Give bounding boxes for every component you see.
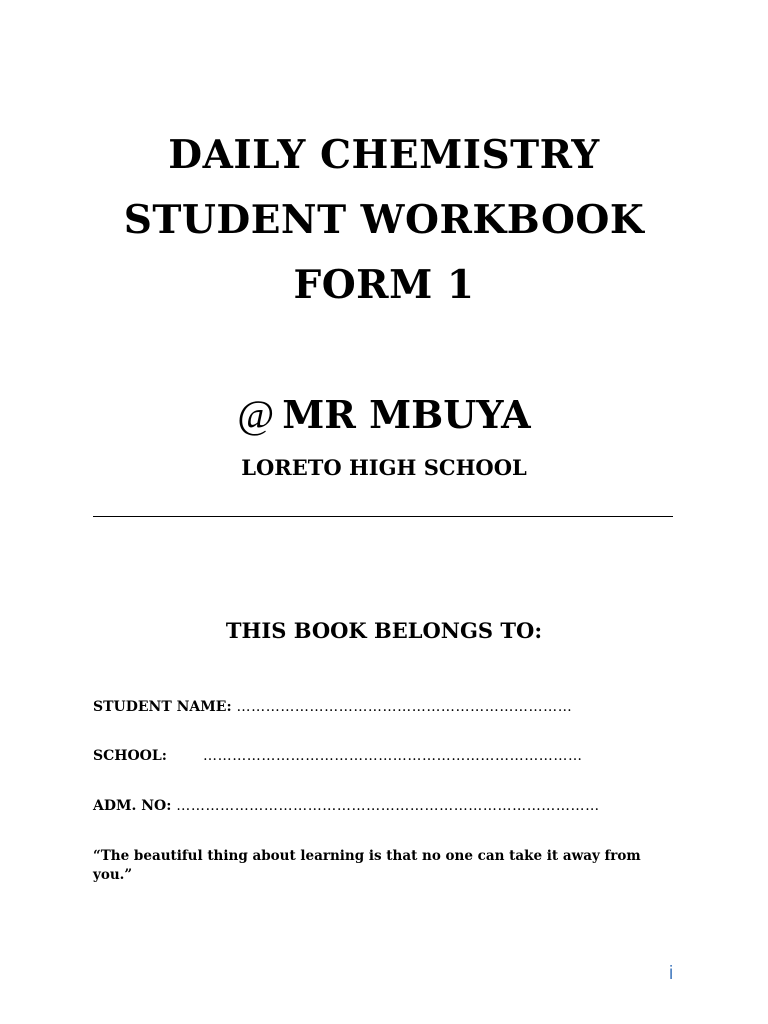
- at-symbol: @: [237, 392, 275, 437]
- author-line: [0, 392, 768, 437]
- author-school: LORETO HIGH SCHOOL: [241, 455, 527, 480]
- student-name-blank: ……………………………………………………………: [236, 699, 573, 715]
- belongs-heading: THIS BOOK BELONGS TO:: [225, 618, 543, 643]
- student-name-field: [93, 700, 572, 714]
- school-field: [93, 749, 583, 763]
- page-number: i: [669, 963, 674, 984]
- motivational-quote: “The beautiful thing about learning is that no one can take it away from you.”: [93, 848, 641, 883]
- author-name: MR MBUYA: [282, 392, 531, 437]
- title-line-1: DAILY CHEMISTRY: [168, 132, 600, 178]
- student-name-label: STUDENT NAME:: [93, 699, 232, 715]
- title-line-3: FORM 1: [293, 262, 475, 308]
- adm-no-field: [93, 799, 600, 813]
- adm-no-blank: ……………………………………………………………………………: [176, 798, 600, 814]
- title-line-2: STUDENT WORKBOOK: [123, 197, 645, 243]
- adm-no-label: ADM. NO:: [93, 798, 172, 814]
- school-label: SCHOOL:: [93, 748, 167, 764]
- horizontal-divider: [93, 516, 673, 517]
- school-blank: ……………………………………………………………………: [203, 748, 583, 764]
